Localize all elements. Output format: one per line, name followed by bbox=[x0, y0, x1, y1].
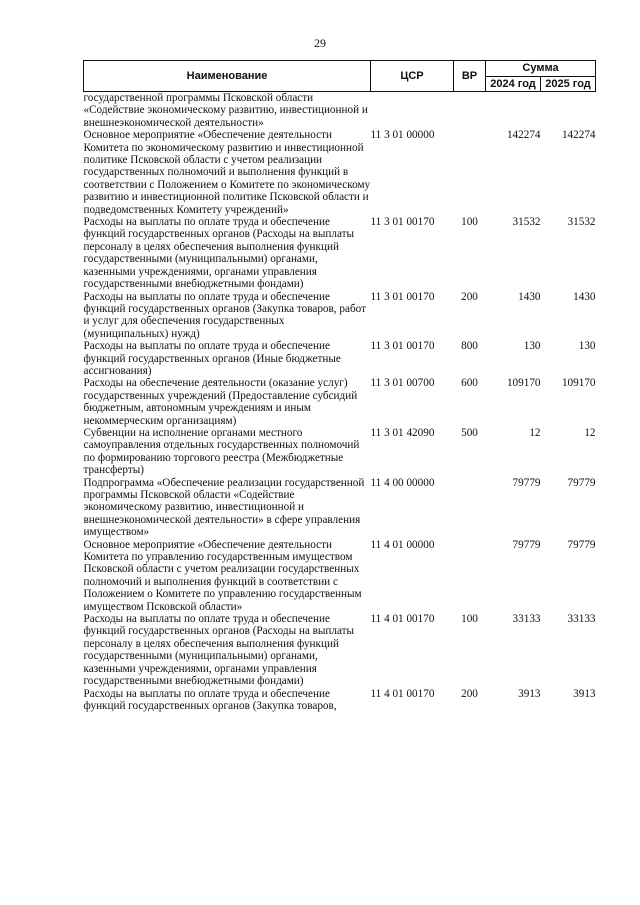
row-sum-2024: 31532 bbox=[512, 216, 541, 229]
row-sum-2025: 79779 bbox=[567, 538, 596, 551]
row-sum-2025: 142274 bbox=[561, 129, 596, 142]
row-sum-2025: 3913 bbox=[573, 687, 596, 700]
row-name: Расходы на выплаты по оплате труда и обеспечение функций государственных органов (Закупка товаров, работ и услуг для обеспечения государственных (муниципальных) нужд) bbox=[83, 290, 366, 340]
table-row bbox=[84, 477, 596, 539]
header-year-2025: 2025 год bbox=[541, 76, 596, 92]
row-csr: 11 3 01 00170 bbox=[370, 216, 435, 229]
header-csr: ЦСР bbox=[371, 61, 454, 92]
row-vr bbox=[454, 129, 486, 216]
row-sum-2024: 79779 bbox=[512, 538, 541, 551]
row-vr: 800 bbox=[461, 340, 478, 353]
row-name: Субвенции на исполнение органами местного самоуправления отдельных государственных полномочий по формированию торгового реестра (Межбюджетные трансферты) bbox=[83, 426, 360, 477]
row-vr: 600 bbox=[461, 377, 478, 390]
header-vr: ВР bbox=[454, 61, 486, 92]
row-name: Расходы на обеспечение деятельности (оказание услуг) государственных учреждений (Предоставление субсидий бюджетным, автономным учреждениям и иным некоммерческим организациям) bbox=[83, 377, 358, 427]
row-name: Подпрограмма «Обеспечение реализации государственной программы Псковской области «Содействие экономическому развитию, инвестиционной и внешнеэкономической деятельности» в сфере управления имуществом» bbox=[83, 476, 365, 539]
header-sum: Сумма bbox=[486, 61, 596, 77]
row-csr: 11 3 01 00000 bbox=[370, 129, 435, 142]
row-name: Расходы на выплаты по оплате труда и обеспечение функций государственных органов (Закупка товаров, bbox=[83, 687, 337, 712]
row-csr: 11 4 01 00000 bbox=[370, 538, 435, 551]
row-vr: 100 bbox=[461, 216, 478, 229]
table-row bbox=[84, 377, 596, 427]
row-csr: 11 4 00 00000 bbox=[370, 476, 435, 489]
row-name: Основное мероприятие «Обеспечение деятельности Комитета по экономическому развитию и инвестиционной политике Псковской области с учетом реализации государственных полномочий и выполнения функций в соответствии с Положением о Комитете по экономическому развитию и инвестиционной политике Псковской области и подведомственных Комитету учреждений» bbox=[83, 129, 371, 216]
row-sum-2025: 130 bbox=[578, 340, 596, 353]
row-vr: 500 bbox=[461, 426, 478, 439]
table-row bbox=[84, 539, 596, 613]
table-row bbox=[84, 613, 596, 687]
row-sum-2025: 12 bbox=[584, 426, 596, 439]
row-sum-2025: 31532 bbox=[567, 216, 596, 229]
table-body bbox=[84, 92, 596, 713]
row-vr: 200 bbox=[461, 290, 478, 303]
row-name: Расходы на выплаты по оплате труда и обеспечение функций государственных органов (Расходы на выплаты персоналу в целях обеспечения выполнения функций государственными (муниципальными) органами, казенными учреждениями, органами управления государственными внебюджетными фондами) bbox=[83, 613, 355, 688]
row-name: Расходы на выплаты по оплате труда и обеспечение функций государственных органов (Расходы на выплаты персоналу в целях обеспечения выполнения функций государственными (муниципальными) органами, казенными учреждениями, органами управления государственными внебюджетными фондами) bbox=[83, 216, 355, 291]
header-year-2024: 2024 год bbox=[486, 76, 541, 92]
row-vr bbox=[454, 539, 486, 613]
row-sum-2024: 12 bbox=[529, 426, 541, 439]
row-name: государственной программы Псковской области «Содействие экономическому развитию, инвестиционной и внешнеэкономической деятельности» bbox=[83, 92, 368, 129]
row-csr: 11 3 01 00170 bbox=[370, 340, 435, 353]
row-sum-2024: 142274 bbox=[506, 129, 541, 142]
row-sum-2024 bbox=[486, 92, 541, 130]
row-csr: 11 3 01 42090 bbox=[370, 426, 435, 439]
row-sum-2025: 109170 bbox=[561, 377, 596, 390]
row-name: Расходы на выплаты по оплате труда и обеспечение функций государственных органов (Иные бюджетные ассигнования) bbox=[83, 340, 341, 377]
row-sum-2024: 33133 bbox=[512, 613, 541, 626]
row-sum-2024: 1430 bbox=[518, 290, 541, 303]
header-name: Наименование bbox=[84, 61, 371, 92]
row-sum-2025: 1430 bbox=[573, 290, 596, 303]
row-csr: 11 4 01 00170 bbox=[370, 687, 435, 700]
row-sum-2024: 130 bbox=[523, 340, 541, 353]
table-row bbox=[84, 688, 596, 713]
row-vr bbox=[454, 477, 486, 539]
row-csr: 11 3 01 00170 bbox=[370, 290, 435, 303]
row-sum-2025: 79779 bbox=[567, 476, 596, 489]
row-vr bbox=[454, 92, 486, 130]
row-sum-2025: 33133 bbox=[567, 613, 596, 626]
budget-table bbox=[83, 60, 596, 712]
page-number: 29 bbox=[314, 36, 326, 50]
table-row bbox=[84, 291, 596, 341]
table-row bbox=[84, 216, 596, 290]
table-row bbox=[84, 340, 596, 377]
table-row bbox=[84, 92, 596, 130]
row-sum-2024: 109170 bbox=[506, 377, 541, 390]
row-csr bbox=[371, 92, 454, 130]
row-vr: 100 bbox=[461, 613, 478, 626]
table-header bbox=[84, 61, 596, 92]
row-sum-2024: 3913 bbox=[518, 687, 541, 700]
table-row bbox=[84, 427, 596, 477]
row-vr: 200 bbox=[461, 687, 478, 700]
row-sum-2024: 79779 bbox=[512, 476, 541, 489]
row-name: Основное мероприятие «Обеспечение деятельности Комитета по управлению государственным имуществом Псковской области с учетом реализации государственных полномочий и выполнения функций в соответствии с Положением о Комитете по управлению государственным имуществом Псковской области» bbox=[83, 538, 362, 613]
table-row bbox=[84, 129, 596, 216]
row-csr: 11 4 01 00170 bbox=[370, 613, 435, 626]
row-sum-2025 bbox=[541, 92, 596, 130]
row-csr: 11 3 01 00700 bbox=[370, 377, 435, 390]
